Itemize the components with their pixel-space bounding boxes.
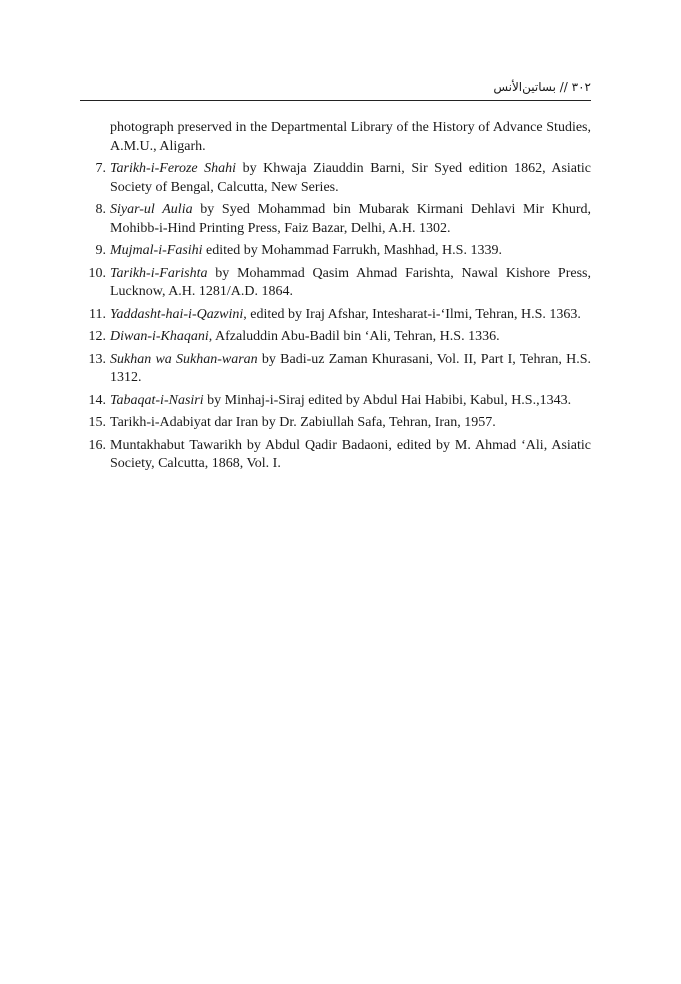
- reference-number: 11.: [89, 306, 106, 322]
- reference-item-8: [80, 201, 591, 238]
- reference-details: Tarikh-i-Adabiyat dar Iran by Dr. Zabiullah Safa, Tehran, Iran, 1957.: [110, 415, 496, 430]
- reference-details: by Mohammad Qasim Ahmad Farishta, Nawal Kishore Press, Lucknow, A.H. 1281/A.D. 1864.: [110, 265, 591, 299]
- reference-number: 12.: [88, 329, 106, 344]
- reference-number: 14.: [88, 392, 106, 408]
- reference-item-7: [80, 160, 591, 197]
- reference-number: 7.: [95, 161, 106, 176]
- reference-title: Diwan-i-Khaqani: [110, 329, 209, 344]
- reference-number: 16.: [88, 437, 106, 453]
- reference-details: by Khwaja Ziauddin Barni, Sir Syed edition 1862, Asiatic Society of Bengal, Calcutta, New Series.: [110, 161, 592, 195]
- reference-item-12: [80, 328, 591, 347]
- reference-item-10: [80, 265, 591, 302]
- reference-details: , edited by Iraj Afshar, Intesharat-i-‘Ilmi, Tehran, H.S. 1363.: [243, 306, 581, 322]
- reference-number: 15.: [88, 415, 106, 430]
- reference-title: Tabaqat-i-Nasiri: [110, 392, 204, 408]
- reference-title: Sukhan wa Sukhan-waran: [110, 351, 258, 367]
- reference-item-15: [80, 414, 591, 433]
- reference-number: 10.: [88, 265, 106, 281]
- reference-details: by Badi-uz Zaman Khurasani, Vol. II, Part I, Tehran, H.S. 1312.: [110, 351, 592, 385]
- running-header: ۳۰۲ // بساتین‌الأنس: [493, 80, 591, 94]
- reference-item-13: [80, 351, 591, 388]
- reference-details: by Syed Mohammad bin Mubarak Kirmani Dehlavi Mir Khurd, Mohibb-i-Hind Printing Press, Faiz Bazar, Delhi, A.H. 1302.: [110, 202, 591, 236]
- reference-title: Mujmal-i-Fasihi: [110, 243, 203, 258]
- continued-reference-text: photograph preserved in the Departmental Library of the History of Advance Studies, A.M.U., Aligarh.: [110, 120, 591, 154]
- continued-reference: [80, 119, 591, 156]
- reference-number: 8.: [95, 202, 106, 217]
- reference-details: by Minhaj-i-Siraj edited by Abdul Hai Habibi, Kabul, H.S.,1343.: [203, 392, 572, 408]
- reference-item-9: [80, 242, 591, 261]
- reference-number: 13.: [88, 351, 106, 367]
- page-header: [80, 78, 591, 101]
- reference-item-16: [80, 437, 591, 474]
- reference-item-11: [80, 306, 591, 325]
- reference-list: [80, 119, 591, 478]
- reference-title: Tarikh-i-Feroze Shahi: [110, 161, 237, 176]
- reference-title: Siyar-ul Aulia: [110, 202, 193, 217]
- reference-details: Muntakhabut Tawarikh by Abdul Qadir Badaoni, edited by M. Ahmad ‘Ali, Asiatic Society, Calcutta, 1868, Vol. I.: [110, 437, 591, 471]
- reference-details: , Afzaluddin Abu-Badil bin ‘Ali, Tehran, H.S. 1336.: [208, 329, 500, 344]
- reference-number: 9.: [95, 243, 106, 258]
- reference-title: Tarikh-i-Farishta: [110, 265, 208, 281]
- reference-details: edited by Mohammad Farrukh, Mashhad, H.S. 1339.: [202, 243, 502, 258]
- reference-item-14: [80, 392, 591, 411]
- reference-title: Yaddasht-hai-i-Qazwini: [110, 306, 244, 322]
